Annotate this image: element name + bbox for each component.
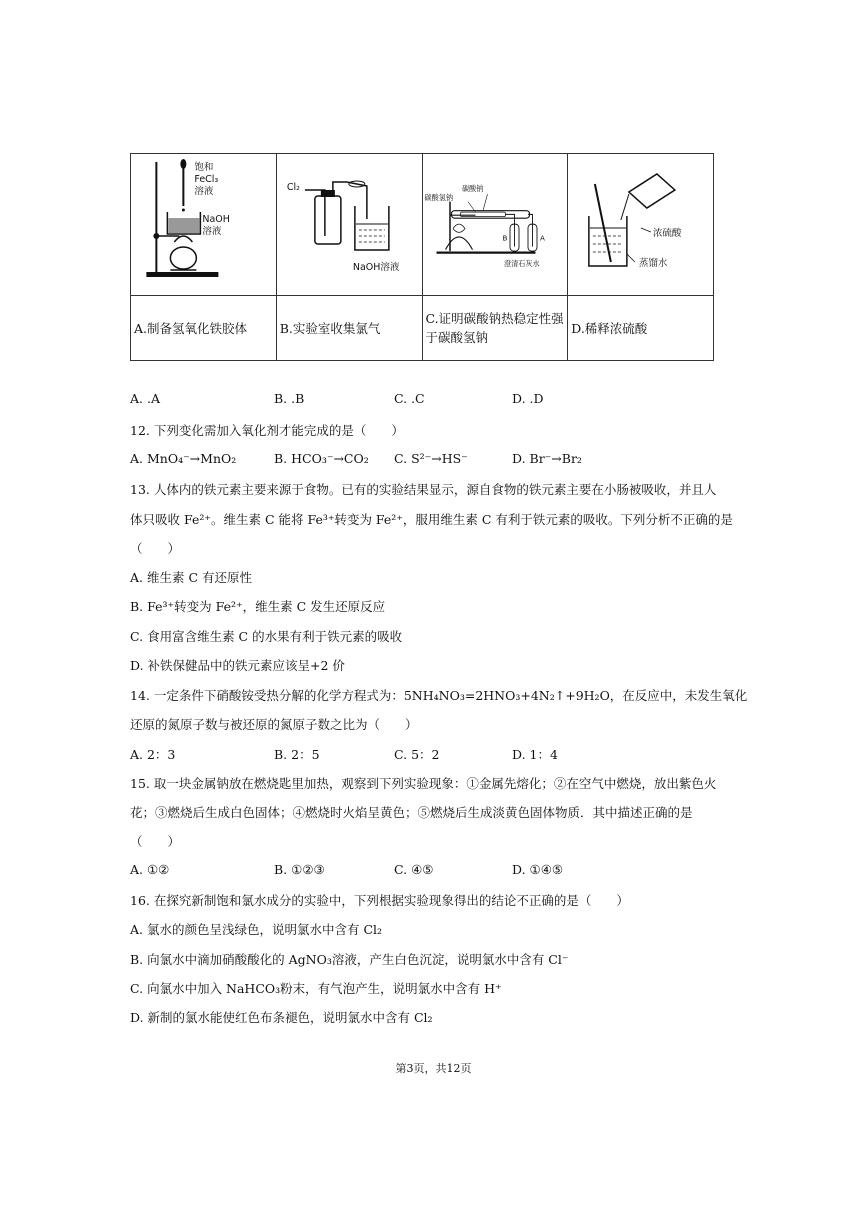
q12-option-d: D. Br⁻→Br₂ — [512, 451, 582, 466]
q15-option-a: A. ①② — [130, 862, 170, 877]
q13-stem-line-1: 13. 人体内的铁元素主要来源于食物。已有的实验结果显示，源自食物的铁元素主要在小肠被吸收，并且人 — [130, 482, 717, 497]
q15-stem-line-1: 15. 取一块金属钠放在燃烧匙里加热，观察到下列实验现象：①金属先熔化；②在空气中燃烧，放出紫色火 — [130, 776, 717, 791]
carbonate-stability-apparatus-figure — [423, 154, 568, 295]
experiment-table — [130, 153, 714, 361]
q12-stem: 12. 下列变化需加入氧化剂才能完成的是（ ） — [130, 423, 404, 438]
q16-stem: 16. 在探究新制饱和氯水成分的实验中，下列根据实验现象得出的结论不正确的是（ ） — [130, 893, 629, 908]
figure-cell-b — [276, 154, 422, 296]
ferric-hydroxide-colloid-apparatus-figure — [131, 154, 276, 295]
figure-c-label-2: 碳酸氢钠 — [424, 193, 453, 203]
chlorine-collection-apparatus-figure — [277, 154, 422, 295]
figure-a-label-1: 饱和 — [194, 162, 214, 173]
figure-d-label-2: 蒸馏水 — [639, 258, 668, 269]
q11-option-a: A. .A — [130, 391, 160, 406]
q12-option-c: C. S²⁻→HS⁻ — [394, 451, 468, 466]
q16-option-a: A. 氯水的颜色呈浅绿色，说明氯水中含有 Cl₂ — [130, 922, 383, 937]
figure-b-label-1: Cl₂ — [286, 182, 300, 193]
q13-option-b: B. Fe³⁺转变为 Fe²⁺，维生素 C 发生还原反应 — [130, 599, 386, 614]
q11-option-b: B. .B — [274, 391, 305, 406]
q13-stem-line-2: 体只吸收 Fe²⁺。维生素 C 能将 Fe³⁺转变为 Fe²⁺，服用维生素 C 有利于铁元素的吸收。下列分析不正确的是 — [130, 512, 733, 527]
q15-option-b: B. ①②③ — [274, 862, 325, 877]
page-footer: 第3页，共12页 — [395, 1062, 472, 1075]
caption-b: B.实验室收集氯气 — [276, 296, 422, 361]
figure-b-label-2: NaOH溶液 — [352, 262, 400, 273]
figure-d-label-1: 浓硫酸 — [653, 228, 682, 239]
figure-a-label-3: 溶液 — [194, 186, 214, 197]
q12-option-a: A. MnO₄⁻→MnO₂ — [130, 451, 237, 466]
figure-c-label-5: 澄清石灰水 — [503, 259, 540, 269]
figure-a-label-2: FeCl₃ — [194, 174, 219, 185]
caption-d: D.稀释浓硫酸 — [568, 296, 714, 361]
caption-c: C.证明碳酸钠热稳定性强于碳酸氢钠 — [422, 296, 568, 361]
q15-option-d: D. ①④⑤ — [512, 862, 564, 877]
figure-c-label-1: 碳酸钠 — [461, 184, 483, 194]
q13-stem-line-3: （ ） — [130, 541, 181, 556]
q14-option-a: A. 2：3 — [130, 747, 176, 762]
q14-stem-line-2: 还原的氮原子数与被还原的氮原子数之比为（ ） — [130, 717, 418, 732]
q15-stem-line-3: （ ） — [130, 834, 181, 849]
figure-c-label-3: B — [502, 233, 507, 243]
q13-option-a: A. 维生素 C 有还原性 — [130, 570, 252, 585]
q16-option-b: B. 向氯水中滴加硝酸酸化的 AgNO₃溶液，产生白色沉淀，说明氯水中含有 Cl⁻ — [130, 952, 569, 967]
q13-option-d: D. 补铁保健品中的铁元素应该呈+2 价 — [130, 658, 345, 673]
q15-option-c: C. ④⑤ — [394, 862, 434, 877]
q13-option-c: C. 食用富含维生素 C 的水果有利于铁元素的吸收 — [130, 629, 403, 644]
figure-cell-d — [568, 154, 714, 296]
dilute-sulfuric-acid-figure — [568, 154, 713, 295]
figure-a-label-4: NaOH — [202, 214, 230, 225]
figure-cell-c — [422, 154, 568, 296]
q14-option-b: B. 2：5 — [274, 747, 320, 762]
q12-option-b: B. HCO₃⁻→CO₂ — [274, 451, 369, 466]
figure-c-label-4: A — [539, 233, 545, 243]
q11-option-d: D. .D — [512, 391, 544, 406]
q14-option-c: C. 5：2 — [394, 747, 440, 762]
caption-a: A.制备氢氧化铁胶体 — [131, 296, 277, 361]
figure-a-label-5: 溶液 — [202, 226, 222, 237]
figure-cell-a — [131, 154, 277, 296]
q16-option-d: D. 新制的氯水能使红色布条褪色，说明氯水中含有 Cl₂ — [130, 1010, 433, 1025]
q14-option-d: D. 1：4 — [512, 747, 558, 762]
q14-stem-line-1: 14. 一定条件下硝酸铵受热分解的化学方程式为：5NH₄NO₃=2HNO₃+4N₂↑+9H₂O，在反应中，未发生氧化 — [130, 688, 748, 703]
q16-option-c: C. 向氯水中加入 NaHCO₃粉末，有气泡产生，说明氯水中含有 H⁺ — [130, 981, 502, 996]
q15-stem-line-2: 花；③燃烧后生成白色固体；④燃烧时火焰呈黄色；⑤燃烧后生成淡黄色固体物质．其中描述正确的是 — [130, 805, 693, 820]
q11-option-c: C. .C — [394, 391, 425, 406]
